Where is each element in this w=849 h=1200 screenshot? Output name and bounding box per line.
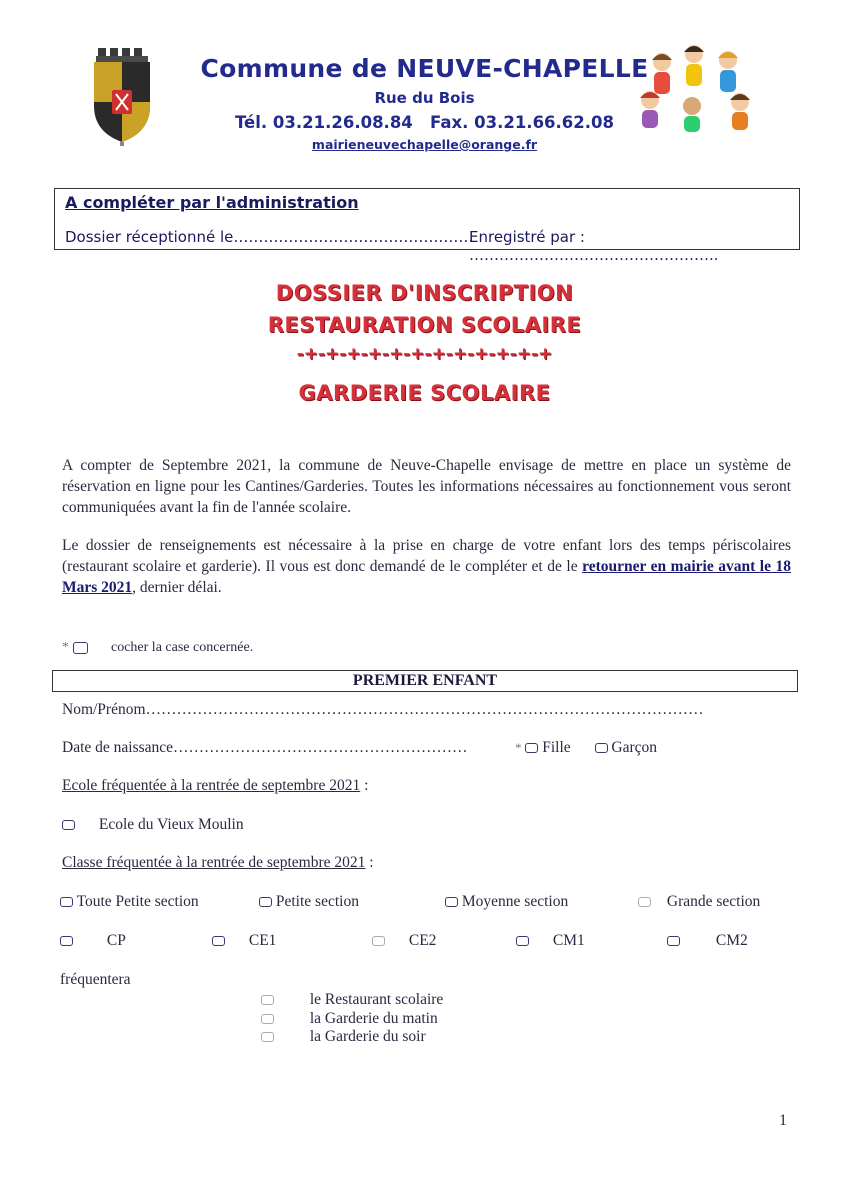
legend-star: * [62,640,69,655]
intro-paragraph-1: A compter de Septembre 2021, la commune de Neuve-Chapelle envisage de mettre en place un système de réservation en ligne pour les Cantines/Garderies. Toutes les informations nécessaires au fonctionnement vous seront communiquées avant la fin de l'année scolaire. [62,457,791,516]
admin-box [54,188,800,264]
phone-fax: Tél. 03.21.26.08.84 Fax. 03.21.66.62.08 [234,113,614,132]
class-gs-checkbox[interactable] [638,897,651,907]
school-vieux-moulin-checkbox[interactable] [62,820,75,830]
legend-text: cocher la case concernée. [111,640,254,655]
class-ms-label: Moyenne section [461,893,569,910]
class-cm2-checkbox[interactable] [667,936,680,946]
class-option [259,893,359,911]
title-restauration: RESTAURATION SCOLAIRE [267,313,582,337]
class-option [60,932,126,950]
commune-title: Commune de NEUVE-CHAPELLE [200,54,649,83]
email-text[interactable]: mairieneuvechapelle@orange.fr [311,137,538,152]
class-ce2-label: CE2 [408,932,437,949]
school-vieux-moulin-label: Ecole du Vieux Moulin [98,816,244,833]
class-cm2-label: CM2 [715,932,748,949]
school-label-suffix: : [360,777,369,794]
title-dossier: DOSSIER D'INSCRIPTION [275,281,574,305]
school-option-row [62,816,244,834]
email-link[interactable] [0,137,849,152]
attend-option [261,1010,438,1028]
received-field[interactable]: Dossier réceptionné le………………………………………… [65,228,474,246]
intro-p2-end: , dernier délai. [132,579,222,596]
attend-restaurant-checkbox[interactable] [261,995,274,1005]
attend-morning-label: la Garderie du matin [309,1010,438,1027]
school-label: Ecole fréquentée à la rentrée de septembre 2021 [62,777,361,794]
class-ps-checkbox[interactable] [259,897,272,907]
class-tps-checkbox[interactable] [60,897,73,907]
class-option [445,893,568,911]
title-garderie: GARDERIE SCOLAIRE [298,381,551,405]
class-option [372,932,436,950]
girl-checkbox[interactable] [525,743,538,753]
admin-title: A compléter par l'administration [65,193,359,212]
legend [62,640,253,656]
attend-morning-checkbox[interactable] [261,1014,274,1024]
class-option [638,893,760,911]
gender-group [515,739,657,757]
class-ms-checkbox[interactable] [445,897,458,907]
name-field[interactable]: Nom/Prénom……………………………………………………………………………………………… [62,701,704,718]
legend-checkbox-icon [73,642,88,654]
class-option [667,932,748,950]
class-label-suffix: : [365,854,374,871]
class-ce2-checkbox[interactable] [372,936,385,946]
gender-star: * [515,740,522,755]
deadline-text: retourner en mairie avant le 18 Mars 2021 [62,558,791,596]
class-ps-label: Petite section [275,893,359,910]
page-number: 1 [779,1112,787,1129]
boy-checkbox[interactable] [595,743,608,753]
girl-label: Fille [542,739,571,756]
class-tps-label: Toute Petite section [76,893,199,910]
intro-p2-start: Le dossier de renseignements est nécessaire à la prise en charge de votre enfant lors des temps périscolaires (restaurant scolaire et garderie). Il vous est donc demandé de le compléter et de le [62,537,791,575]
class-ce1-label: CE1 [248,932,277,949]
attend-label: fréquentera [60,971,131,988]
class-cm1-checkbox[interactable] [516,936,529,946]
class-cp-checkbox[interactable] [60,936,73,946]
class-cp-label: CP [106,932,126,949]
attend-restaurant-label: le Restaurant scolaire [309,991,444,1008]
attend-evening-checkbox[interactable] [261,1032,274,1042]
attend-option [261,1028,426,1046]
attend-evening-label: la Garderie du soir [309,1028,426,1045]
street-address: Rue du Bois [374,89,475,107]
class-ce1-checkbox[interactable] [212,936,225,946]
class-option [212,932,276,950]
class-option [516,932,585,950]
class-label: Classe fréquentée à la rentrée de septembre 2021 [62,854,366,871]
school-label-row [62,777,368,795]
attend-option [261,991,443,1009]
class-cm1-label: CM1 [552,932,585,949]
intro-paragraph-2 [62,535,791,598]
class-gs-label: Grande section [666,893,761,910]
class-label-row [62,854,374,872]
section-premier-enfant: PREMIER ENFANT [52,670,798,692]
class-option [60,893,199,911]
boy-label: Garçon [611,739,658,756]
registered-field[interactable]: Enregistré par : ………………………………………….. [469,228,719,264]
birthdate-field[interactable]: Date de naissance………………………………………………… [62,739,468,756]
title-separator: -+-+-+-+-+-+-+-+-+-+-+-+ [296,344,553,364]
